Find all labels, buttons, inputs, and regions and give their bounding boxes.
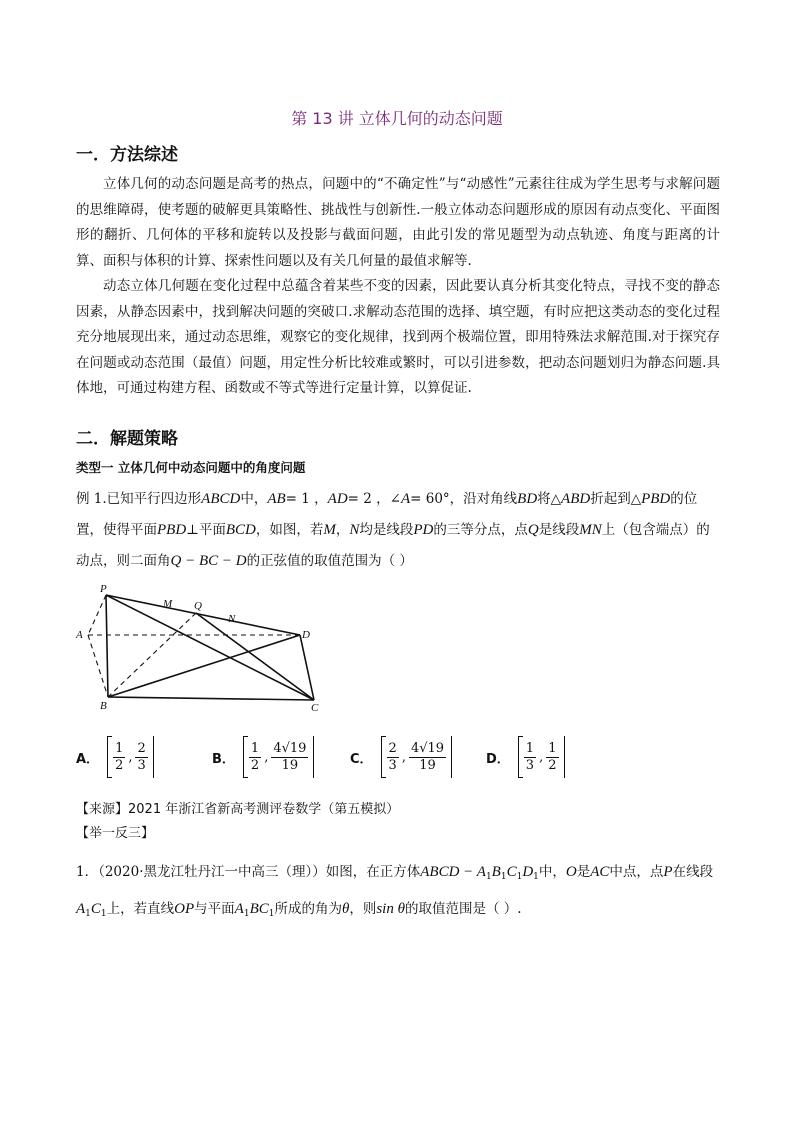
label-C: C: [311, 702, 319, 714]
option-a[interactable]: A． $\frac{1}{2}$ , $\frac{2}{3}$: [76, 732, 154, 782]
option-b[interactable]: B． $\frac{1}{2}$ , $\frac{4√19}{19}$: [212, 732, 314, 782]
example1-question: [76, 484, 722, 577]
edge-BC: [108, 697, 314, 700]
type1-heading: 类型一 立体几何中动态问题中的角度问题: [76, 460, 306, 475]
option-d[interactable]: D． $\frac{1}{3}$ , $\frac{1}{2}$: [486, 732, 565, 782]
section2-heading: 二．解题策略: [76, 429, 178, 449]
source-note: 【来源】2021 年浙江省新高考测评卷数学（第五模拟）: [76, 802, 400, 817]
problem1-text: 1．（2020·黑龙江牡丹江一中高三（理））如图，在正方体ABCD − $A_1B_1C_1D_1$中，O是AC中点，点P在线段$A_1C_1$上，若直线OP与平面$A_1BC_1$所成的角为θ，则sin θ的取值范围是（ ）.: [76, 864, 714, 919]
example1-text: 例 1.已知平行四边形ABCD中，AB= 1 ，AD= 2 ，∠A= 60°，沿对角线BD将△ABD折起到△PBD的位置，使得平面PBD⊥平面BCD，如图，若M，N均是线段PD的三等分点，点Q是线段MN上（包含端点）的动点，则二面角Q − BC − D的正弦值的取值范围为（ ）: [76, 491, 710, 569]
label-N: N: [228, 613, 236, 625]
interval-a: $\frac{1}{2}$ , $\frac{2}{3}$: [107, 736, 154, 778]
section1-body: [76, 172, 720, 402]
dashed-PA: [88, 595, 106, 635]
label-A: A: [76, 629, 83, 641]
label-Q: Q: [194, 600, 202, 612]
geometry-figure: [70, 580, 330, 715]
label-D: D: [302, 629, 310, 641]
edge-PD: [106, 595, 300, 635]
section1-heading: 一．方法综述: [76, 145, 178, 165]
lecture-title: 第 13 讲 立体几何的动态问题: [291, 109, 503, 128]
section1-paragraph-2: 动态立体几何题在变化过程中总蕴含着某些不变的因素，因此要认真分析其变化特点，寻找不变的静态因素，从静态因素中，找到解决问题的突破口.求解动态范围的选择、填空题，有时应把这类动态的变化过程充分地展现出来，通过动态思维，观察它的变化规律，找到两个极端位置，即用特殊法求解范围.对于探究存在问题或动态范围（最值）问题，用定性分析比较难或繁时，可以引进参数，把动态问题划归为静态问题.具体地，可通过构建方程、函数或不等式等进行定量计算，以算促证.: [76, 278, 720, 396]
edge-PB: [106, 595, 108, 697]
label-P: P: [100, 583, 107, 595]
dashed-AB: [88, 635, 108, 697]
section1-paragraph-1: 立体几何的动态问题是高考的热点，问题中的“不确定性”与“动感性”元素往往成为学生思考与求解问题的思维障碍，使考题的破解更具策略性、挑战性与创新性.一般立体动态问题形成的原因有动点变化、平面图形的翻折、几何体的平移和旋转以及投影与截面问题，由此引发的常见题型为动点轨迹、角度与距离的计算、面积与体积的计算、探索性问题以及有关几何量的最值求解等.: [76, 176, 720, 269]
option-c[interactable]: C． $\frac{2}{3}$ , $\frac{4√19}{19}$: [350, 732, 452, 782]
edge-PC: [106, 595, 314, 700]
problem1-question: [76, 856, 722, 930]
dashed-QB: [108, 613, 196, 697]
practice-heading: 【举一反三】: [76, 826, 155, 841]
interval-b: $\frac{1}{2}$ , $\frac{4√19}{19}$: [243, 736, 315, 778]
label-M: M: [163, 598, 173, 610]
interval-c: $\frac{2}{3}$ , $\frac{4√19}{19}$: [381, 736, 453, 778]
interval-d: $\frac{1}{3}$ , $\frac{1}{2}$: [518, 736, 565, 778]
label-B: B: [100, 700, 107, 712]
